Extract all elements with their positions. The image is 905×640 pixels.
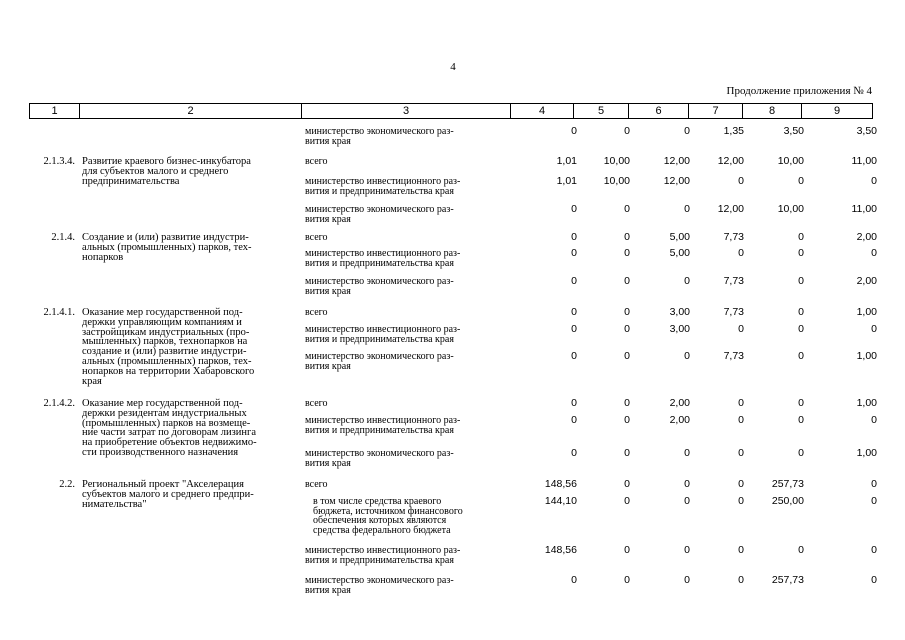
row-number: 2.1.4.1. bbox=[43, 307, 75, 318]
row-value: 0 bbox=[798, 447, 804, 459]
row-value: 0 bbox=[738, 175, 744, 187]
row-value: 10,00 bbox=[777, 155, 804, 167]
row-value: 0 bbox=[871, 247, 877, 259]
row-value: 12,00 bbox=[717, 203, 744, 215]
row-value: 0 bbox=[571, 414, 577, 426]
row-source: всего bbox=[305, 232, 328, 243]
row-value: 2,00 bbox=[669, 414, 690, 426]
row-value: 0 bbox=[738, 574, 744, 586]
row-value: 0 bbox=[738, 247, 744, 259]
row-value: 0 bbox=[571, 447, 577, 459]
row-value: 1,01 bbox=[556, 175, 577, 187]
row-value: 0 bbox=[624, 478, 630, 490]
header-cell: 7 bbox=[689, 104, 743, 119]
row-value: 0 bbox=[624, 203, 630, 215]
row-value: 12,00 bbox=[717, 155, 744, 167]
row-value: 0 bbox=[871, 574, 877, 586]
header-cell: 4 bbox=[511, 104, 574, 119]
continuation-title: Продолжение приложения № 4 bbox=[726, 85, 872, 97]
row-value: 0 bbox=[684, 203, 690, 215]
row-value: 0 bbox=[624, 275, 630, 287]
row-value: 257,73 bbox=[771, 478, 804, 490]
header-cell: 6 bbox=[629, 104, 689, 119]
row-source: всего bbox=[305, 156, 328, 167]
row-value: 10,00 bbox=[603, 155, 630, 167]
row-value: 0 bbox=[871, 323, 877, 335]
row-source: министерство экономического раз- вития края bbox=[305, 126, 454, 147]
row-value: 1,35 bbox=[723, 125, 744, 137]
row-value: 0 bbox=[738, 495, 744, 507]
row-value: 0 bbox=[798, 397, 804, 409]
row-name: Создание и (или) развитие индустри- альных (промышленных) парков, тех- нопарков bbox=[82, 232, 252, 263]
row-name: Оказание мер государственной под- держки резидентам индустриальных (промышленных) парков на возмеще- ние части затрат по договорам лизинга на приобретение объектов недвижимо- сти производственного назначения bbox=[82, 398, 257, 458]
row-value: 3,00 bbox=[669, 306, 690, 318]
row-value: 1,01 bbox=[556, 155, 577, 167]
row-value: 0 bbox=[684, 447, 690, 459]
row-value: 1,00 bbox=[856, 447, 877, 459]
header-cell: 2 bbox=[80, 104, 302, 119]
header-cell: 8 bbox=[743, 104, 802, 119]
row-number: 2.1.4.2. bbox=[43, 398, 75, 409]
row-value: 0 bbox=[624, 414, 630, 426]
row-value: 1,00 bbox=[856, 306, 877, 318]
row-value: 11,00 bbox=[851, 155, 877, 167]
row-value: 0 bbox=[571, 203, 577, 215]
row-value: 0 bbox=[738, 397, 744, 409]
row-value: 0 bbox=[624, 231, 630, 243]
row-value: 0 bbox=[624, 495, 630, 507]
row-value: 0 bbox=[738, 478, 744, 490]
row-value: 12,00 bbox=[663, 155, 690, 167]
row-value: 0 bbox=[684, 478, 690, 490]
row-source: министерство инвестиционного раз- вития и предпринимательства края bbox=[305, 176, 461, 197]
row-value: 0 bbox=[571, 323, 577, 335]
row-value: 0 bbox=[684, 125, 690, 137]
header-cell: 5 bbox=[574, 104, 629, 119]
row-source: всего bbox=[305, 307, 328, 318]
row-number: 2.1.3.4. bbox=[43, 156, 75, 167]
row-value: 3,50 bbox=[856, 125, 877, 137]
row-value: 11,00 bbox=[851, 203, 877, 215]
row-value: 0 bbox=[798, 323, 804, 335]
row-value: 0 bbox=[798, 275, 804, 287]
row-value: 0 bbox=[798, 544, 804, 556]
row-value: 148,56 bbox=[544, 478, 577, 490]
row-value: 0 bbox=[871, 544, 877, 556]
row-value: 0 bbox=[684, 350, 690, 362]
row-source: в том числе средства краевого бюджета, источником финансового обеспечения которых являются средства федерального бюджета bbox=[313, 496, 463, 536]
row-source: министерство инвестиционного раз- вития и предпринимательства края bbox=[305, 324, 461, 345]
row-value: 0 bbox=[624, 397, 630, 409]
row-value: 2,00 bbox=[856, 231, 877, 243]
row-value: 0 bbox=[571, 350, 577, 362]
row-source: министерство экономического раз- вития края bbox=[305, 276, 454, 297]
row-source: министерство экономического раз- вития края bbox=[305, 204, 454, 225]
row-value: 10,00 bbox=[603, 175, 630, 187]
row-value: 0 bbox=[684, 574, 690, 586]
row-value: 0 bbox=[871, 175, 877, 187]
row-value: 0 bbox=[624, 574, 630, 586]
row-value: 0 bbox=[684, 495, 690, 507]
row-value: 0 bbox=[871, 414, 877, 426]
row-value: 0 bbox=[798, 247, 804, 259]
row-value: 1,00 bbox=[856, 397, 877, 409]
row-value: 0 bbox=[798, 231, 804, 243]
row-value: 250,00 bbox=[771, 495, 804, 507]
row-value: 0 bbox=[571, 275, 577, 287]
row-value: 3,50 bbox=[783, 125, 804, 137]
row-value: 0 bbox=[571, 574, 577, 586]
header-cell: 9 bbox=[802, 104, 873, 119]
row-value: 0 bbox=[871, 478, 877, 490]
row-name: Оказание мер государственной под- держки управляющим компаниям и застройщикам индустриальных (про- мышленных) парков, технопарков на создание и (или) развитие индустри- альных (промышленных) парков, тех- нопарков на территории Хабаровского края bbox=[82, 307, 255, 387]
row-value: 0 bbox=[571, 125, 577, 137]
table-header bbox=[29, 103, 873, 119]
row-value: 5,00 bbox=[669, 231, 690, 243]
row-value: 148,56 bbox=[544, 544, 577, 556]
header-cell: 3 bbox=[302, 104, 511, 119]
row-value: 0 bbox=[738, 323, 744, 335]
row-value: 0 bbox=[738, 544, 744, 556]
row-source: министерство инвестиционного раз- вития и предпринимательства края bbox=[305, 415, 461, 436]
row-value: 0 bbox=[624, 125, 630, 137]
row-value: 7,73 bbox=[723, 231, 744, 243]
row-value: 0 bbox=[738, 447, 744, 459]
row-source: всего bbox=[305, 398, 328, 409]
row-value: 257,73 bbox=[771, 574, 804, 586]
row-value: 0 bbox=[738, 414, 744, 426]
row-value: 0 bbox=[571, 306, 577, 318]
row-value: 5,00 bbox=[669, 247, 690, 259]
row-value: 0 bbox=[624, 247, 630, 259]
row-source: министерство экономического раз- вития края bbox=[305, 575, 454, 596]
row-value: 0 bbox=[684, 275, 690, 287]
row-value: 0 bbox=[571, 231, 577, 243]
row-value: 0 bbox=[571, 247, 577, 259]
row-source: министерство инвестиционного раз- вития и предпринимательства края bbox=[305, 545, 461, 566]
row-value: 12,00 bbox=[663, 175, 690, 187]
row-value: 0 bbox=[624, 544, 630, 556]
row-value: 10,00 bbox=[777, 203, 804, 215]
row-value: 0 bbox=[624, 323, 630, 335]
row-source: всего bbox=[305, 479, 328, 490]
row-name: Региональный проект "Акселерация субъектов малого и среднего предпри- нимательства" bbox=[82, 479, 254, 510]
row-value: 0 bbox=[684, 544, 690, 556]
header-cell: 1 bbox=[30, 104, 80, 119]
row-value: 0 bbox=[871, 495, 877, 507]
row-value: 7,73 bbox=[723, 275, 744, 287]
row-value: 2,00 bbox=[856, 275, 877, 287]
row-number: 2.2. bbox=[59, 479, 75, 490]
row-value: 2,00 bbox=[669, 397, 690, 409]
row-value: 0 bbox=[798, 175, 804, 187]
row-source: министерство экономического раз- вития края bbox=[305, 448, 454, 469]
row-value: 7,73 bbox=[723, 350, 744, 362]
row-value: 0 bbox=[624, 350, 630, 362]
row-name: Развитие краевого бизнес-инкубатора для субъектов малого и среднего предпринимательства bbox=[82, 156, 251, 187]
row-value: 0 bbox=[798, 306, 804, 318]
page-number: 4 bbox=[450, 61, 456, 73]
row-value: 1,00 bbox=[856, 350, 877, 362]
row-number: 2.1.4. bbox=[51, 232, 75, 243]
row-value: 0 bbox=[624, 306, 630, 318]
row-value: 0 bbox=[571, 397, 577, 409]
row-source: министерство инвестиционного раз- вития и предпринимательства края bbox=[305, 248, 461, 269]
row-source: министерство экономического раз- вития края bbox=[305, 351, 454, 372]
row-value: 0 bbox=[798, 414, 804, 426]
row-value: 0 bbox=[798, 350, 804, 362]
row-value: 0 bbox=[624, 447, 630, 459]
row-value: 7,73 bbox=[723, 306, 744, 318]
row-value: 144,10 bbox=[544, 495, 577, 507]
row-value: 3,00 bbox=[669, 323, 690, 335]
